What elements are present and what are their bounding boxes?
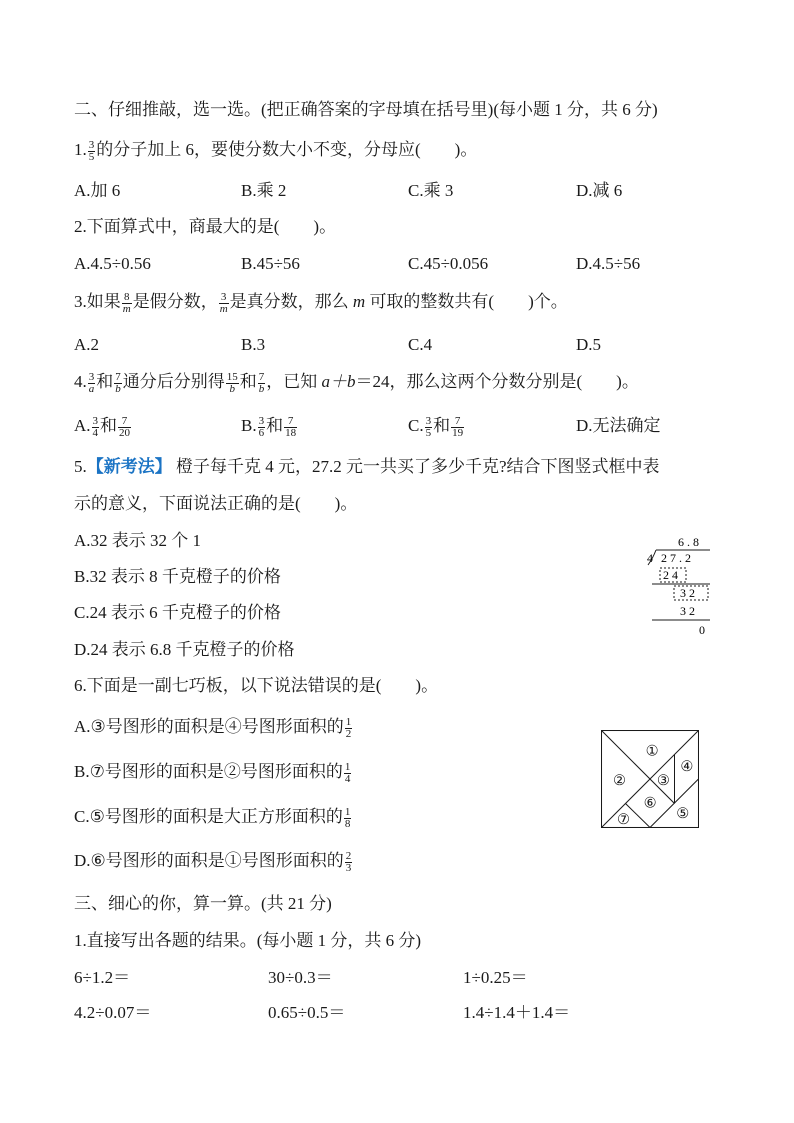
fraction: $\frac{3}{a}$ — [88, 370, 95, 395]
q3-option-d[interactable]: D.5 — [576, 335, 602, 354]
q1-option-d[interactable]: D.减 6 — [576, 181, 623, 200]
fraction: $\frac{3}{m}$ — [219, 290, 228, 315]
section-3-question-1: 1.直接写出各题的结果。(每小题 1 分，共 6 分) — [74, 931, 422, 950]
q5-option-c[interactable]: C.24 表示 6 千克橙子的价格 — [74, 603, 281, 622]
section-2-title: 二、仔细推敲，选一选。(把正确答案的字母填在括号里)(每小题 1 分，共 6 分) — [74, 100, 658, 119]
question-5-line-2: 示的意义，下面说法正确的是( )。 — [74, 494, 358, 513]
q1-option-a[interactable]: A.加 6 — [74, 181, 121, 200]
q3-option-b[interactable]: B.3 — [241, 335, 266, 354]
q6-option-d[interactable]: D.⑥号图形的面积是①号图形面积的 $\frac{2}{3}$ — [74, 849, 352, 874]
q2-option-a[interactable]: A.4.5÷0.56 — [74, 254, 151, 273]
fraction: $\frac{8}{m}$ — [122, 290, 131, 315]
q1-option-c[interactable]: C.乘 3 — [408, 181, 454, 200]
question-1-text: 的分子加上 6，要使分数大小不变，分母应( )。 — [96, 140, 478, 159]
q4-option-b[interactable]: B. $\frac{3}{6}$ 和 $\frac{7}{18}$ — [241, 414, 297, 439]
q2-option-d[interactable]: D.4.5÷56 — [576, 254, 641, 273]
step-32-product: 3 2 — [680, 604, 695, 618]
dividend: 2 7 . 2 — [661, 551, 691, 565]
fraction: $\frac{7}{b}$ — [115, 370, 121, 395]
step-32: 3 2 — [680, 586, 695, 600]
step-24: 2 4 — [663, 568, 678, 582]
section-3-title: 三、细心的你，算一算。(共 21 分) — [74, 894, 332, 913]
question-3: 3.如果 $\frac{8}{m}$ 是假分数， $\frac{3}{m}$ 是真分数，那么 m 可取的整数共有( )个。 — [74, 290, 568, 315]
fraction: $\frac{3}{5}$ — [88, 138, 95, 163]
calc-item: 1÷0.25＝ — [463, 968, 528, 987]
q4-option-c[interactable]: C. $\frac{3}{5}$ 和 $\frac{7}{19}$ — [408, 414, 464, 439]
tangram-figure — [601, 730, 699, 828]
q1-option-b[interactable]: B.乘 2 — [241, 181, 287, 200]
question-2: 2.下面算式中，商最大的是( )。 — [74, 217, 337, 236]
fraction: $\frac{15}{b}$ — [226, 370, 238, 395]
q3-option-c[interactable]: C.4 — [408, 335, 433, 354]
tangram-label-5: ⑤ — [676, 805, 690, 822]
question-1 — [74, 139, 477, 163]
tangram-label-3: ③ — [656, 773, 670, 790]
q6-option-c[interactable]: C.⑤号图形的面积是大正方形面积的 $\frac{1}{8}$ — [74, 805, 351, 830]
q2-option-b[interactable]: B.45÷56 — [241, 254, 300, 273]
remainder: 0 — [699, 623, 705, 637]
calc-item: 0.65÷0.5＝ — [268, 1003, 346, 1022]
fraction: $\frac{7}{b}$ — [258, 370, 265, 395]
q6-option-b[interactable]: B.⑦号图形的面积是②号图形面积的 $\frac{1}{4}$ — [74, 760, 351, 785]
tangram-label-2: ② — [612, 773, 626, 790]
question-4: 4. $\frac{3}{a}$ 和 $\frac{7}{b}$ 通分后分别得 $\frac{15}{b}$ 和 $\frac{7}{b}$ ，已知 a＋b＝24，那么这两个分数分别是( )。 — [74, 370, 639, 395]
q5-option-d[interactable]: D.24 表示 6.8 千克橙子的价格 — [74, 640, 295, 659]
question-5: 5.【新考法】 橙子每千克 4 元，27.2 元一共买了多少千克?结合下图竖式框中表 — [74, 457, 660, 476]
q5-option-b[interactable]: B.32 表示 8 千克橙子的价格 — [74, 567, 281, 586]
question-1-number: 1. — [74, 140, 87, 159]
tangram-label-7: ⑦ — [617, 811, 630, 828]
tangram-label-1: ① — [645, 743, 659, 760]
quotient: 6 . 8 — [678, 535, 699, 549]
long-division-figure — [644, 532, 714, 640]
q6-option-a[interactable]: A.③号图形的面积是④号图形面积的 $\frac{1}{2}$ — [74, 715, 352, 740]
calc-item: 4.2÷0.07＝ — [74, 1003, 152, 1022]
q4-option-d[interactable]: D.无法确定 — [576, 416, 661, 435]
q3-option-a[interactable]: A.2 — [74, 335, 100, 354]
question-6: 6.下面是一副七巧板，以下说法错误的是( )。 — [74, 676, 439, 695]
calc-item: 1.4÷1.4＋1.4＝ — [463, 1003, 571, 1022]
divisor: 4 — [647, 551, 653, 565]
q4-option-a[interactable]: A. $\frac{3}{4}$ 和 $\frac{7}{20}$ — [74, 414, 131, 439]
calc-item: 30÷0.3＝ — [268, 968, 333, 987]
q5-option-a[interactable]: A.32 表示 32 个 1 — [74, 531, 202, 550]
calc-item: 6÷1.2＝ — [74, 968, 131, 987]
tangram-label-6: ⑥ — [643, 795, 657, 812]
new-method-tag: 【新考法】 — [86, 457, 172, 476]
q2-option-c[interactable]: C.45÷0.056 — [408, 254, 489, 273]
tangram-label-4: ④ — [680, 758, 694, 775]
